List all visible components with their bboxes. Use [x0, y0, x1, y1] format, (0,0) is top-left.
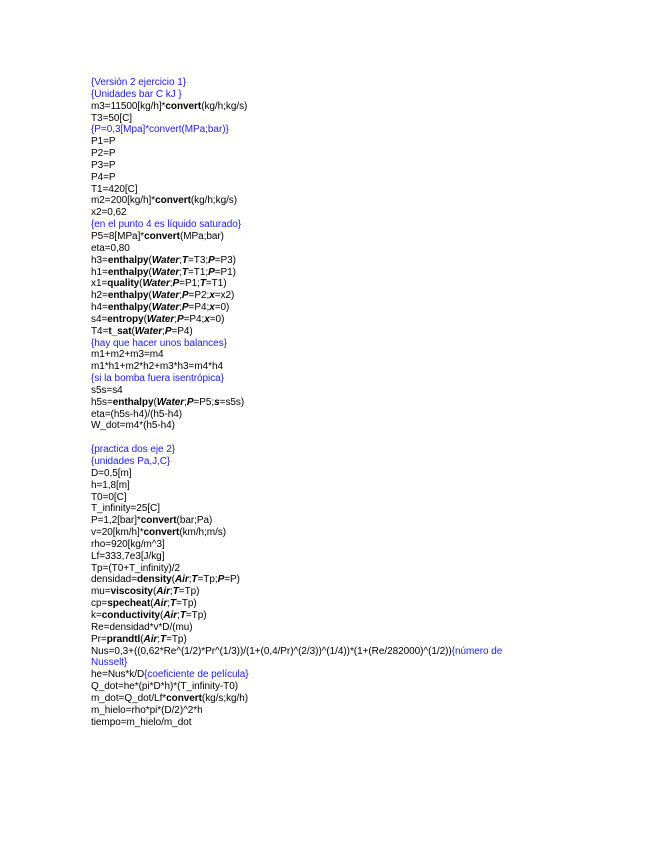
function-argument: T — [170, 598, 177, 610]
comment-text: {coeficiente de película} — [144, 669, 249, 681]
code-line — [91, 89, 531, 101]
function-name: convert — [144, 230, 180, 242]
code-line — [91, 444, 531, 456]
code-text: x1= — [91, 278, 108, 290]
code-line — [91, 515, 531, 527]
code-text: =s5s) — [219, 396, 245, 408]
function-argument: Water — [151, 302, 180, 314]
code-text: eta=0,80 — [91, 242, 130, 254]
comment-text: {hay que hacer unos balances} — [91, 337, 227, 349]
code-text: (bar;Pa) — [176, 515, 213, 527]
code-line — [91, 361, 531, 373]
function-argument: P — [164, 325, 172, 337]
function-argument: P — [172, 278, 180, 290]
code-line — [91, 302, 531, 314]
code-text: ( — [131, 325, 135, 337]
code-text: =x2) — [214, 290, 235, 302]
function-name: conductivity — [101, 609, 161, 621]
code-text: ; — [157, 633, 161, 645]
code-text: =Tp) — [166, 633, 187, 645]
code-text: =T1; — [187, 266, 209, 278]
code-text: ( — [153, 396, 157, 408]
function-name: convert — [140, 515, 177, 527]
code-text: Pr= — [91, 633, 107, 645]
function-argument: Air — [143, 633, 158, 645]
code-line — [91, 314, 531, 326]
code-line — [91, 219, 531, 231]
code-line — [91, 610, 531, 622]
code-line — [91, 113, 531, 125]
code-text: ( — [150, 598, 154, 610]
code-text: eta=(h5s-h4)/(h5-h4) — [91, 408, 182, 420]
code-text: W_dot=m4*(h5-h4) — [91, 420, 175, 432]
code-text: (kg/h;kg/s) — [201, 100, 248, 112]
code-text: ; — [167, 598, 170, 610]
code-text: he=Nus*k/D — [91, 669, 145, 681]
function-argument: T — [160, 633, 167, 645]
function-argument: T — [179, 609, 186, 621]
code-text: ; — [184, 396, 187, 408]
code-text: m1+m2+m3=m4 — [91, 349, 164, 361]
function-argument: s — [214, 396, 220, 408]
code-text: Q_dot=he*(pi*D*h)*(T_infinity-T0) — [91, 681, 239, 693]
code-text: P2=P — [91, 148, 116, 160]
code-text: P4=P — [91, 171, 116, 183]
code-text: ; — [179, 290, 182, 302]
function-name: entropy — [107, 313, 144, 325]
function-argument: T — [181, 266, 188, 278]
comment-text: {practica dos eje 2} — [91, 444, 176, 456]
code-line — [91, 397, 531, 409]
function-argument: P — [186, 396, 194, 408]
function-argument: P — [181, 302, 189, 314]
function-argument: Water — [146, 313, 175, 325]
code-text: h2= — [91, 290, 108, 302]
code-text: tiempo=m_hielo/m_dot — [91, 716, 192, 728]
code-text: densidad= — [91, 574, 137, 586]
code-text: m1*h1+m2*h2+m3*h3=m4*h4 — [91, 361, 223, 373]
function-argument: P — [208, 254, 215, 266]
code-text: h4= — [91, 302, 108, 314]
code-text: D=0,5[m] — [91, 467, 132, 479]
code-text: ; — [174, 313, 177, 325]
code-text: h=1,8[m] — [91, 479, 130, 491]
code-line — [91, 207, 531, 219]
function-name: enthalpy — [112, 396, 154, 408]
function-name: convert — [165, 100, 202, 112]
code-text: =P4) — [171, 325, 193, 337]
function-argument: Water — [134, 325, 163, 337]
code-text: =P) — [224, 574, 240, 586]
function-argument: P — [208, 266, 215, 278]
code-line — [91, 326, 531, 338]
code-text: (MPa;bar) — [179, 230, 224, 242]
code-text: =Tp) — [178, 586, 200, 598]
code-text: Re=densidad*v*D/(mu) — [91, 621, 193, 633]
function-argument: Water — [142, 278, 170, 290]
code-text: (kg/s;kg/h) — [201, 692, 249, 704]
code-text: =Tp) — [176, 598, 197, 610]
code-text: v=20[km/h]* — [91, 527, 144, 539]
function-name: convert — [155, 195, 191, 207]
code-line — [91, 184, 531, 196]
code-line — [91, 148, 531, 160]
code-text: rho=920[kg/m^3] — [91, 538, 165, 550]
code-text: =P4; — [183, 313, 205, 325]
code-text: h5s= — [91, 396, 113, 408]
code-text: ( — [148, 290, 152, 302]
code-text: Nus=0,3+((0,62*Re^(1/2)*Pr^(1/3))/(1+(0,4/Pr)^(2/3))^(1/4))*(1+(Re/282000)^(1/2)) — [91, 645, 452, 657]
code-line — [91, 492, 531, 504]
code-text: ( — [140, 633, 144, 645]
function-argument: P — [181, 290, 189, 302]
code-text: m3=11500[kg/h]* — [91, 100, 166, 112]
comment-text: {si la bomba fuera isentrópica} — [91, 373, 224, 385]
code-text: s4= — [91, 313, 108, 325]
code-line — [91, 693, 531, 705]
code-text: ; — [179, 266, 182, 278]
code-text: ( — [139, 278, 143, 290]
code-line — [91, 290, 531, 302]
function-name: quality — [107, 278, 140, 290]
code-text: P5=8[MPa]* — [91, 230, 145, 242]
code-line — [91, 338, 531, 350]
code-text: (km/h;m/s) — [179, 527, 227, 539]
code-line — [91, 231, 531, 243]
comment-text: {en el punto 4 es líquido saturado} — [91, 219, 242, 231]
code-text: ( — [143, 313, 147, 325]
code-text: =T3; — [187, 254, 209, 266]
code-text: m2=200[kg/h]* — [91, 195, 156, 207]
code-line — [91, 267, 531, 279]
code-text: T4= — [91, 325, 109, 337]
code-text: =P1; — [179, 278, 200, 290]
comment-text: {Versión 2 ejercicio 1} — [91, 77, 187, 88]
code-line — [91, 77, 531, 89]
function-argument: T — [191, 574, 198, 586]
code-line — [91, 255, 531, 267]
function-name: viscosity — [110, 586, 153, 598]
code-text: ( — [148, 302, 152, 314]
code-text: ; — [188, 574, 192, 586]
code-text: h1= — [91, 266, 108, 278]
function-argument: Water — [156, 396, 185, 408]
code-line — [91, 574, 531, 586]
code-text: s5s=s4 — [91, 384, 123, 396]
code-line — [91, 480, 531, 492]
code-line — [91, 101, 531, 113]
code-text: (kg/h;kg/s) — [190, 195, 238, 207]
function-name: enthalpy — [107, 290, 149, 302]
code-text: m_hielo=rho*pi*(D/2)^2*h — [91, 704, 203, 716]
function-name: t_sat — [108, 325, 132, 337]
code-text: T_infinity=25[C] — [91, 503, 160, 515]
code-line — [91, 563, 531, 575]
function-name: convert — [166, 692, 202, 704]
function-argument: Air — [156, 586, 170, 598]
code-text: P3=P — [91, 159, 116, 171]
code-text: ; — [169, 586, 173, 598]
code-text: ; — [179, 302, 182, 314]
code-line — [91, 195, 531, 207]
code-text: ( — [148, 266, 152, 278]
code-line — [91, 551, 531, 563]
code-line — [91, 527, 531, 539]
function-argument: T — [199, 278, 206, 290]
function-argument: P — [176, 313, 184, 325]
code-line — [91, 681, 531, 693]
code-text: =P1) — [214, 266, 236, 278]
code-text: =Tp; — [197, 574, 218, 586]
code-line — [91, 634, 531, 646]
function-name: enthalpy — [107, 254, 149, 266]
function-argument: x — [209, 302, 215, 314]
code-line — [91, 646, 531, 670]
code-text: mu= — [91, 586, 111, 598]
function-argument: x — [204, 313, 210, 325]
code-text: =P4; — [188, 302, 210, 314]
code-line — [91, 278, 531, 290]
code-text: ; — [169, 278, 173, 290]
comment-text: {número de Nusselt} — [91, 645, 503, 669]
code-text: =P5; — [193, 396, 215, 408]
code-line — [91, 468, 531, 480]
code-text: ( — [152, 586, 157, 598]
comment-text: {P=0,3[Mpa]*convert(MPa;bar)} — [91, 124, 229, 136]
code-text: ( — [148, 254, 152, 266]
code-line — [91, 243, 531, 255]
function-name: specheat — [107, 598, 151, 610]
ees-code-listing — [91, 77, 531, 728]
code-line — [91, 385, 531, 397]
code-line — [91, 586, 531, 598]
function-argument: P — [217, 574, 225, 586]
code-line — [91, 669, 531, 681]
code-text: ; — [179, 254, 182, 266]
code-text: ( — [160, 609, 164, 621]
function-name: density — [136, 574, 172, 586]
code-text: ; — [162, 325, 165, 337]
code-text: k= — [91, 609, 102, 621]
function-argument: Air — [174, 574, 189, 586]
code-text: P1=P — [91, 136, 116, 148]
code-line — [91, 456, 531, 468]
function-argument: T — [181, 254, 188, 266]
code-text: T0=0[C] — [91, 491, 127, 503]
function-name: enthalpy — [107, 302, 149, 314]
code-line — [91, 503, 531, 515]
code-line — [91, 717, 531, 729]
code-text: Lf=333,7e3[J/kg] — [91, 550, 165, 562]
code-text: =0) — [214, 302, 230, 314]
function-argument: Air — [163, 609, 178, 621]
code-text: m_dot=Q_dot/Lf* — [91, 692, 167, 704]
code-line — [91, 409, 531, 421]
function-argument: Air — [153, 598, 168, 610]
function-argument: Water — [151, 266, 180, 278]
code-text: cp= — [91, 598, 108, 610]
code-line — [91, 136, 531, 148]
code-text: Tp=(T0+T_infinity)/2 — [91, 562, 181, 574]
code-line — [91, 420, 531, 432]
code-line — [91, 172, 531, 184]
function-name: enthalpy — [107, 266, 149, 278]
code-text: =Tp) — [185, 609, 207, 621]
code-line — [91, 160, 531, 172]
code-line — [91, 373, 531, 385]
code-text: ; — [177, 609, 180, 621]
code-text: P=1,2[bar]* — [91, 515, 141, 527]
code-text: x2=0,62 — [91, 207, 127, 219]
function-name: convert — [143, 527, 180, 539]
comment-text: {Unidades bar C kJ } — [91, 88, 182, 100]
code-text: =P3) — [214, 254, 236, 266]
code-text: h3= — [91, 254, 108, 266]
function-argument: Water — [151, 290, 180, 302]
code-line — [91, 622, 531, 634]
code-text: =T1) — [205, 278, 227, 290]
code-line — [91, 349, 531, 361]
function-argument: x — [209, 290, 215, 302]
code-line — [91, 705, 531, 717]
code-line — [91, 124, 531, 136]
function-argument: Water — [151, 254, 180, 266]
code-text: T3=50[C] — [91, 112, 133, 124]
blank-line — [91, 432, 531, 444]
function-name: prandtl — [106, 633, 141, 645]
function-argument: T — [172, 586, 179, 598]
code-text: ( — [171, 574, 175, 586]
code-line — [91, 539, 531, 551]
code-text: T1=420[C] — [91, 183, 138, 195]
code-line — [91, 598, 531, 610]
comment-text: {unidades Pa,J,C} — [91, 456, 171, 467]
code-text: =0) — [209, 313, 225, 325]
code-text: =P2; — [188, 290, 210, 302]
